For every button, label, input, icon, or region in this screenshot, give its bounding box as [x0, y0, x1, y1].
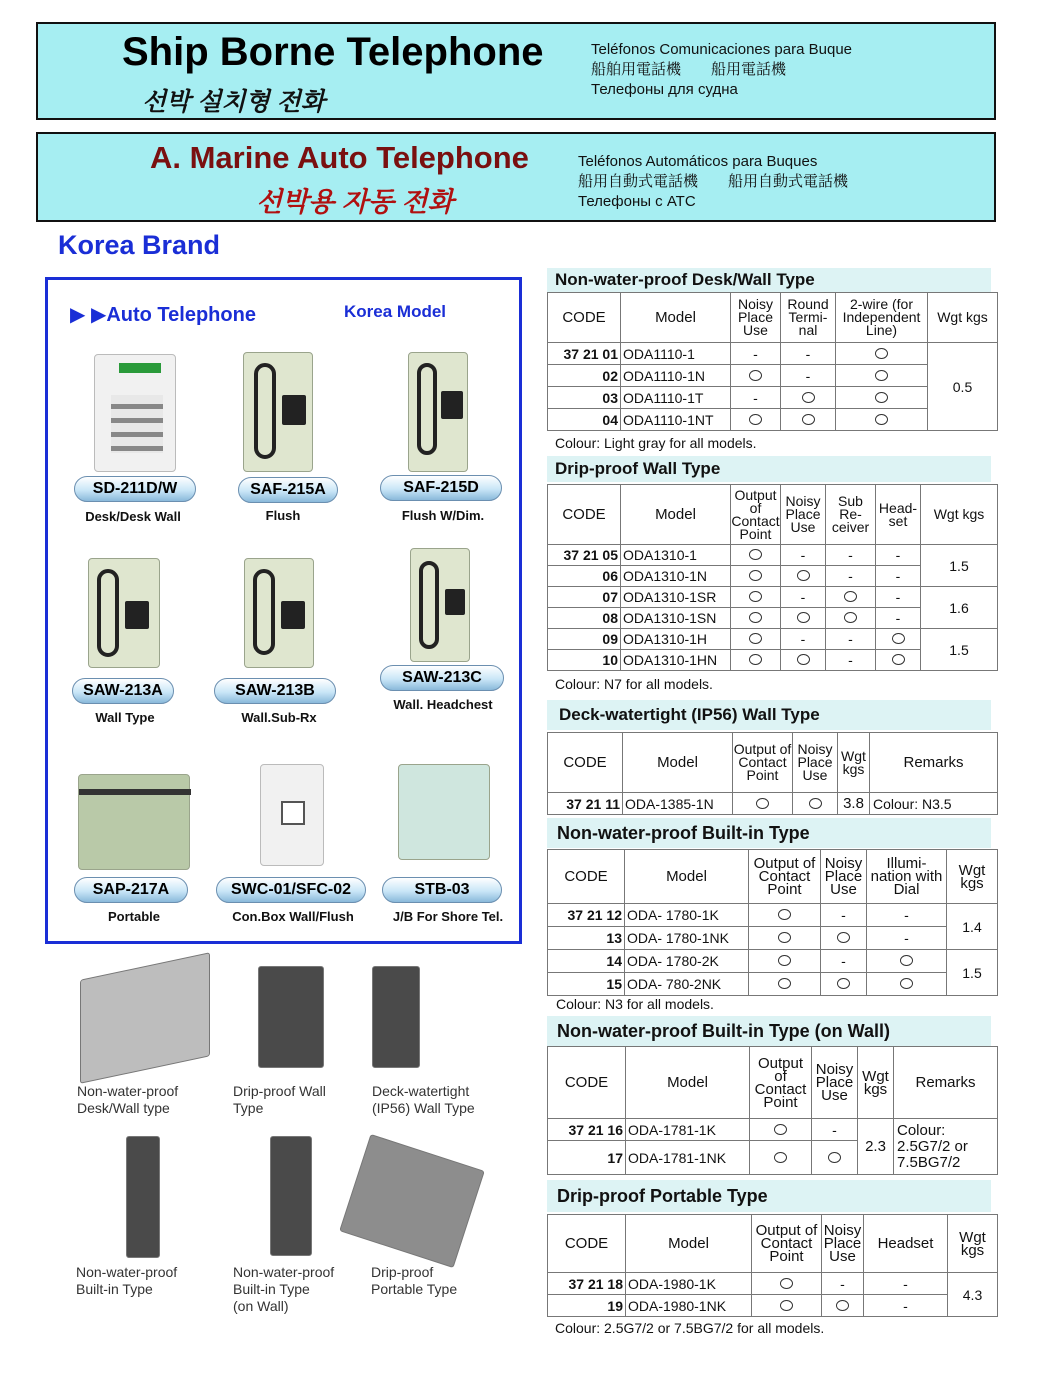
dash-cell: -: [867, 927, 947, 950]
col-header: CODE: [548, 293, 621, 343]
dash-cell: -: [821, 904, 867, 927]
dash-cell: -: [876, 587, 921, 608]
connector-icon: [281, 801, 305, 825]
circle-mark-icon: [749, 591, 762, 602]
dash-cell: -: [781, 343, 836, 365]
spec-table-drip-proof-wall: [547, 484, 998, 671]
product-caption-3: Flush W/Dim.: [401, 508, 485, 523]
col-header: Model: [626, 1047, 750, 1119]
circle-mark-icon: [749, 654, 762, 665]
mark-cell: [731, 365, 781, 387]
dash-cell: -: [731, 387, 781, 409]
gallery-caption-3: Deck-watertight (IP56) Wall Type: [372, 1083, 475, 1116]
weight-cell: 4.3: [948, 1273, 998, 1317]
strap-icon: [79, 789, 191, 795]
code-cell: 37 21 16: [548, 1119, 626, 1141]
section-title-portable: Drip-proof Portable Type: [547, 1180, 991, 1212]
table-row: [548, 904, 998, 927]
col-header: Illumi- nation with Dial: [867, 850, 947, 904]
code-cell: 02: [548, 365, 621, 387]
dash-cell: -: [876, 545, 921, 566]
code-cell: 07: [548, 587, 621, 608]
code-cell: 37 21 11: [548, 793, 623, 815]
col-header: Noisy Place Use: [731, 293, 781, 343]
section-title-deck-watertight: Deck-watertight (IP56) Wall Type: [547, 700, 991, 730]
mark-cell: [750, 1119, 812, 1141]
circle-mark-icon: [749, 414, 762, 425]
banner2-korean-title: 선박용 자동 전화: [256, 187, 454, 217]
banner-korean-title: 선박 설치형 전화: [142, 88, 325, 116]
code-cell: 06: [548, 566, 621, 587]
gallery-caption-2: Drip-proof Wall Type: [233, 1083, 326, 1116]
mark-cell: [793, 793, 838, 815]
gallery-caption-4: Non-water-proof Built-in Type: [76, 1264, 178, 1297]
mark-cell: [781, 650, 826, 671]
model-cell: ODA- 1780-2K: [625, 950, 749, 973]
keypad-icon: [111, 395, 163, 453]
weight-cell: 1.5: [921, 545, 998, 587]
banner2-sub-russian: Телефоны с АТС: [578, 193, 696, 210]
section-title-built-in: Non-water-proof Built-in Type: [547, 818, 991, 848]
product-code-8: SWC-01/SFC-02: [216, 877, 366, 903]
model-cell: ODA1310-1SN: [621, 608, 731, 629]
col-header: Model: [621, 293, 731, 343]
col-header: Sub Re- ceiver: [826, 485, 876, 545]
model-cell: ODA1110-1N: [621, 365, 731, 387]
mark-cell: [731, 566, 781, 587]
product-image-saw-213a: [88, 558, 160, 668]
product-code-9: STB-03: [382, 877, 502, 903]
spec-table-deck-watertight: [547, 732, 998, 815]
circle-mark-icon: [797, 570, 810, 581]
circle-mark-icon: [797, 612, 810, 623]
gallery-image-deck-watertight: [372, 966, 420, 1068]
mark-cell: [836, 387, 928, 409]
product-image-saf-215a: [243, 352, 313, 472]
model-cell: ODA- 1780-1NK: [625, 927, 749, 950]
model-cell: ODA- 1780-1K: [625, 904, 749, 927]
code-cell: 37 21 18: [548, 1273, 626, 1295]
table-row: [548, 1295, 998, 1317]
keypad-icon: [281, 601, 305, 629]
col-header: Remarks: [894, 1047, 998, 1119]
model-cell: ODA-1781-1K: [626, 1119, 750, 1141]
circle-mark-icon: [875, 414, 888, 425]
col-header: Wgt kgs: [858, 1047, 894, 1119]
model-cell: ODA1310-1N: [621, 566, 731, 587]
circle-mark-icon: [892, 654, 905, 665]
model-cell: ODA1310-1: [621, 545, 731, 566]
col-header: Model: [623, 733, 733, 793]
code-cell: 37 21 01: [548, 343, 621, 365]
circle-mark-icon: [778, 909, 791, 920]
product-caption-4: Wall Type: [95, 710, 155, 725]
circle-mark-icon: [802, 392, 815, 403]
col-header: CODE: [548, 733, 623, 793]
mark-cell: [731, 587, 781, 608]
product-code-6: SAW-213C: [380, 665, 504, 691]
model-cell: ODA1310-1HN: [621, 650, 731, 671]
product-image-saw-213c: [410, 548, 470, 662]
product-caption-6: Wall. Headchest: [393, 697, 493, 712]
section-title-built-in-on-wall: Non-water-proof Built-in Type (on Wall): [547, 1016, 991, 1046]
col-header: Output of Contact Point: [752, 1215, 822, 1273]
circle-mark-icon: [749, 549, 762, 560]
circle-mark-icon: [875, 370, 888, 381]
model-cell: ODA1310-1SR: [621, 587, 731, 608]
keypad-icon: [125, 601, 149, 629]
banner2-title: A. Marine Auto Telephone: [150, 140, 529, 175]
col-header: Noisy Place Use: [781, 485, 826, 545]
colour-note-portable: Colour: 2.5G7/2 or 7.5BG7/2 for all models.: [555, 1320, 825, 1336]
dash-cell: -: [821, 950, 867, 973]
mark-cell: [731, 629, 781, 650]
mark-cell: [867, 973, 947, 996]
mark-cell: [876, 650, 921, 671]
weight-cell: 0.5: [928, 343, 998, 431]
col-header: Noisy Place Use: [793, 733, 838, 793]
handset-icon: [254, 363, 276, 459]
mark-cell: [749, 950, 821, 973]
table-row: [548, 1119, 998, 1141]
mark-cell: [821, 973, 867, 996]
product-caption-7: Portable: [107, 909, 160, 924]
spec-table-desk-wall: [547, 292, 998, 431]
gallery-image-desk-wall: [80, 952, 210, 1084]
product-image-swc-01: [260, 764, 324, 866]
dash-cell: -: [731, 343, 781, 365]
col-header: Output of Contact Point: [733, 733, 793, 793]
model-cell: ODA1110-1NT: [621, 409, 731, 431]
brand-label: Korea Brand: [58, 230, 221, 260]
code-cell: 09: [548, 629, 621, 650]
colour-note-built-in: Colour: N3 for all models.: [556, 996, 714, 1012]
dash-cell: -: [876, 566, 921, 587]
circle-mark-icon: [780, 1278, 793, 1289]
colour-note-desk-wall: Colour: Light gray for all models.: [555, 435, 757, 451]
product-caption-2: Flush: [265, 508, 301, 523]
weight-cell: 1.6: [921, 587, 998, 629]
table-row: [548, 1273, 998, 1295]
code-cell: 19: [548, 1295, 626, 1317]
circle-mark-icon: [749, 370, 762, 381]
model-cell: ODA1110-1: [621, 343, 731, 365]
model-cell: ODA-1781-1NK: [626, 1141, 750, 1175]
code-cell: 10: [548, 650, 621, 671]
banner-title: Ship Borne Telephone: [122, 30, 544, 74]
dash-cell: -: [864, 1295, 948, 1317]
col-header: CODE: [548, 850, 625, 904]
col-header: Wgt kgs: [947, 850, 998, 904]
model-cell: ODA1110-1T: [621, 387, 731, 409]
mark-cell: [812, 1141, 858, 1175]
circle-mark-icon: [749, 633, 762, 644]
banner-ship-borne-telephone: [36, 22, 996, 120]
col-header: CODE: [548, 1215, 626, 1273]
gallery-image-drip-proof-wall: [258, 966, 324, 1068]
mark-cell: [826, 608, 876, 629]
dash-cell: -: [876, 608, 921, 629]
banner-sub-cjk: 船舶用電話機 船用電話機: [591, 61, 787, 78]
circle-mark-icon: [844, 612, 857, 623]
circle-mark-icon: [774, 1124, 787, 1135]
mark-cell: [821, 927, 867, 950]
product-code-2: SAF-215A: [238, 477, 338, 503]
model-cell: ODA- 780-2NK: [625, 973, 749, 996]
product-panel: [45, 277, 522, 944]
mark-cell: [749, 927, 821, 950]
banner-sub-russian: Телефоны для судна: [591, 81, 738, 98]
product-caption-1: Desk/Desk Wall: [85, 509, 181, 524]
dash-cell: -: [781, 587, 826, 608]
handset-icon: [419, 561, 439, 649]
product-code-4: SAW-213A: [72, 678, 174, 704]
circle-mark-icon: [809, 798, 822, 809]
mark-cell: [731, 409, 781, 431]
model-cell: ODA-1980-1NK: [626, 1295, 752, 1317]
code-cell: 03: [548, 387, 621, 409]
col-header: Wgt kgs: [928, 293, 998, 343]
dash-cell: -: [826, 566, 876, 587]
mark-cell: [752, 1295, 822, 1317]
mark-cell: [876, 629, 921, 650]
mark-cell: [867, 950, 947, 973]
product-caption-9: J/B For Shore Tel.: [392, 909, 504, 924]
display-label-icon: [119, 363, 161, 373]
col-header: CODE: [548, 1047, 626, 1119]
col-header: Wgt kgs: [921, 485, 998, 545]
col-header: Headset: [864, 1215, 948, 1273]
col-header: Output of Contact Point: [731, 485, 781, 545]
code-cell: 13: [548, 927, 625, 950]
col-header: Wgt kgs: [838, 733, 870, 793]
mark-cell: [731, 650, 781, 671]
circle-mark-icon: [780, 1300, 793, 1311]
product-image-saw-213b: [244, 558, 314, 668]
mark-cell: [750, 1141, 812, 1175]
dash-cell: -: [812, 1119, 858, 1141]
product-image-sd-211d: [94, 354, 176, 472]
banner2-sub-spanish: Teléfonos Automáticos para Buques: [578, 153, 818, 170]
product-code-3: SAF-215D: [380, 475, 502, 501]
col-header: 2-wire (for Independent Line): [836, 293, 928, 343]
product-code-7: SAP-217A: [74, 877, 188, 903]
keypad-icon: [441, 391, 463, 419]
circle-mark-icon: [778, 978, 791, 989]
weight-cell: 2.3: [858, 1119, 894, 1175]
gallery-caption-6: Drip-proof Portable Type: [371, 1264, 458, 1297]
code-cell: 37 21 12: [548, 904, 625, 927]
mark-cell: [836, 343, 928, 365]
circle-mark-icon: [749, 570, 762, 581]
spec-table-portable: [547, 1214, 998, 1317]
col-header: Noisy Place Use: [821, 850, 867, 904]
model-cell: ODA-1980-1K: [626, 1273, 752, 1295]
dash-cell: -: [826, 650, 876, 671]
keypad-icon: [445, 589, 465, 615]
code-cell: 14: [548, 950, 625, 973]
dash-cell: -: [826, 629, 876, 650]
mark-cell: [781, 387, 836, 409]
gallery-image-built-in-on-wall: [270, 1136, 312, 1256]
col-header: Output of Contact Point: [749, 850, 821, 904]
table-row: [548, 950, 998, 973]
col-header: Output of Contact Point: [750, 1047, 812, 1119]
dash-cell: -: [781, 365, 836, 387]
circle-mark-icon: [837, 932, 850, 943]
mark-cell: [781, 409, 836, 431]
value-cell: 3.8: [838, 793, 870, 815]
product-image-saf-215d: [408, 352, 468, 472]
circle-mark-icon: [875, 348, 888, 359]
handset-icon: [417, 363, 437, 455]
gallery-image-built-in: [126, 1136, 160, 1258]
code-cell: 17: [548, 1141, 626, 1175]
handset-icon: [97, 569, 119, 657]
code-cell: 15: [548, 973, 625, 996]
mark-cell: [781, 566, 826, 587]
product-code-1: SD-211D/W: [74, 476, 196, 502]
mark-cell: [749, 973, 821, 996]
remarks-cell: Colour: 2.5G7/2 or 7.5BG7/2: [894, 1119, 998, 1175]
col-header: CODE: [548, 485, 621, 545]
dash-cell: -: [781, 545, 826, 566]
table-row: [548, 545, 998, 566]
spec-table-built-in: [547, 849, 998, 996]
gallery-image-portable: [339, 1134, 485, 1268]
code-cell: 04: [548, 409, 621, 431]
spec-table-built-in-on-wall: [547, 1046, 998, 1175]
colour-note-drip-proof-wall: Colour: N7 for all models.: [555, 676, 713, 692]
col-header: Head- set: [876, 485, 921, 545]
mark-cell: [752, 1273, 822, 1295]
circle-mark-icon: [797, 654, 810, 665]
banner-sub-spanish: Teléfonos Comunicaciones para Buque: [591, 41, 852, 58]
keypad-icon: [282, 395, 306, 425]
weight-cell: 1.5: [947, 950, 998, 996]
gallery-caption-1: Non-water-proof Desk/Wall type: [77, 1083, 179, 1116]
weight-cell: 1.5: [921, 629, 998, 671]
mark-cell: [749, 904, 821, 927]
circle-mark-icon: [828, 1152, 841, 1163]
table-row: [548, 793, 998, 815]
model-cell: ODA1310-1H: [621, 629, 731, 650]
product-caption-8: Con.Box Wall/Flush: [232, 909, 354, 924]
dash-cell: -: [822, 1273, 864, 1295]
code-cell: 37 21 05: [548, 545, 621, 566]
col-header: Noisy Place Use: [812, 1047, 858, 1119]
table-row: [548, 343, 998, 365]
col-header: Remarks: [870, 733, 998, 793]
dash-cell: -: [826, 545, 876, 566]
col-header: Noisy Place Use: [822, 1215, 864, 1273]
circle-mark-icon: [802, 414, 815, 425]
gallery-caption-5: Non-water-proof Built-in Type (on Wall): [233, 1264, 335, 1314]
table-row: [548, 973, 998, 996]
dash-cell: -: [867, 904, 947, 927]
mark-cell: [733, 793, 793, 815]
weight-cell: 1.4: [947, 904, 998, 950]
banner-marine-auto-telephone: [36, 132, 996, 222]
dash-cell: -: [864, 1273, 948, 1295]
code-cell: 08: [548, 608, 621, 629]
mark-cell: [822, 1295, 864, 1317]
product-image-stb-03: [398, 764, 490, 860]
circle-mark-icon: [836, 1300, 849, 1311]
table-row: [548, 927, 998, 950]
mark-cell: [781, 608, 826, 629]
circle-mark-icon: [837, 978, 850, 989]
section-title-desk-wall: Non-water-proof Desk/Wall Type: [547, 268, 991, 292]
product-image-sap-217a: [78, 774, 190, 870]
panel-model-label: Korea Model: [344, 302, 447, 321]
mark-cell: [836, 365, 928, 387]
product-caption-5: Wall.Sub-Rx: [241, 710, 317, 725]
col-header: Round Termi- nal: [781, 293, 836, 343]
circle-mark-icon: [892, 633, 905, 644]
circle-mark-icon: [844, 591, 857, 602]
circle-mark-icon: [756, 798, 769, 809]
product-code-5: SAW-213B: [214, 678, 336, 704]
mark-cell: [731, 545, 781, 566]
col-header: Model: [625, 850, 749, 904]
table-row: [548, 587, 998, 608]
banner2-sub-cjk: 船用自動式電話機 船用自動式電話機: [578, 173, 849, 190]
col-header: Model: [621, 485, 731, 545]
circle-mark-icon: [774, 1152, 787, 1163]
mark-cell: [826, 587, 876, 608]
circle-mark-icon: [900, 955, 913, 966]
value-cell: Colour: N3.5: [870, 793, 998, 815]
circle-mark-icon: [900, 978, 913, 989]
circle-mark-icon: [875, 392, 888, 403]
panel-heading: ▶ ▶Auto Telephone: [70, 304, 256, 326]
col-header: Model: [626, 1215, 752, 1273]
model-cell: ODA-1385-1N: [623, 793, 733, 815]
handset-icon: [253, 569, 275, 655]
col-header: Wgt kgs: [948, 1215, 998, 1273]
circle-mark-icon: [778, 932, 791, 943]
dash-cell: -: [781, 629, 826, 650]
circle-mark-icon: [778, 955, 791, 966]
mark-cell: [836, 409, 928, 431]
table-row: [548, 629, 998, 650]
mark-cell: [731, 608, 781, 629]
section-title-drip-proof-wall: Drip-proof Wall Type: [547, 456, 991, 482]
circle-mark-icon: [749, 612, 762, 623]
